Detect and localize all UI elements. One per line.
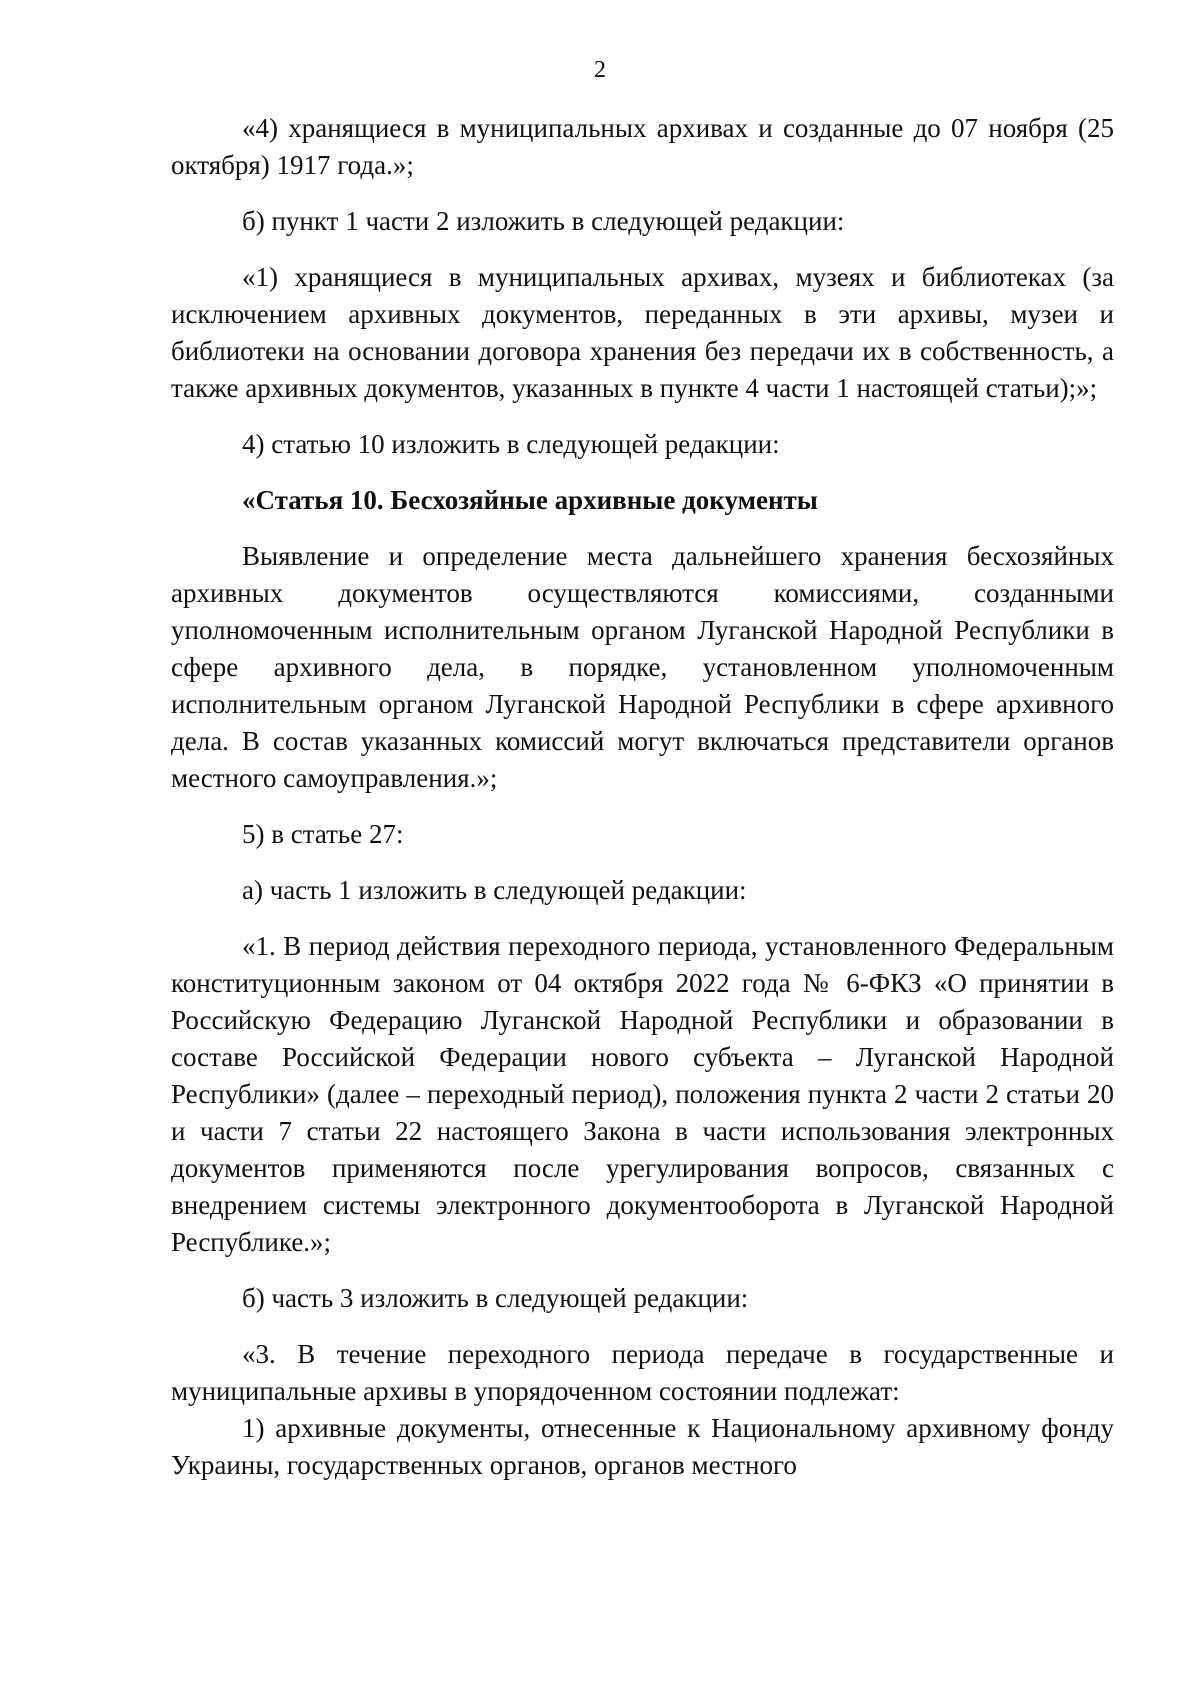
document-body bbox=[171, 110, 1114, 1503]
page-number: 2 bbox=[594, 57, 606, 83]
paragraph-subitem-1-archives: 1) архивные документы, отнесенные к Национальному архивному фонду Украины, государственных органов, органов местного bbox=[171, 1413, 1114, 1480]
paragraph-amend-article-10: 4) статью 10 изложить в следующей редакции: bbox=[242, 429, 780, 459]
paragraph-subitem-a-part-1: а) часть 1 изложить в следующей редакции: bbox=[242, 875, 747, 905]
article-10-body: Выявление и определение места дальнейшего хранения бесхозяйных архивных документов осуществляются комиссиями, созданными уполномоченным исполнительным органом Луганской Народной Республики в сфере архивного дела, в порядке, установленном уполномоченным исполнительным органом Луганской Народной Республики в сфере архивного дела. В состав указанных комиссий могут включаться представители органов местного самоуправления.»; bbox=[171, 541, 1114, 793]
paragraph-article-27: 5) в статье 27: bbox=[242, 819, 404, 849]
paragraph-item-1: «1) хранящиеся в муниципальных архивах, музеях и библиотеках (за исключением архивных документов, переданных в эти архивы, музеи и библиотеки на основании договора хранения без передачи их в собственность, а также архивных документов, указанных в пункте 4 части 1 настоящей статьи);»; bbox=[171, 262, 1114, 403]
article-10-heading: «Статья 10. Бесхозяйные архивные документы bbox=[242, 485, 818, 515]
paragraph-subitem-b-part-2: б) пункт 1 части 2 изложить в следующей редакции: bbox=[242, 206, 845, 236]
paragraph-item-4: «4) хранящиеся в муниципальных архивах и созданные до 07 ноября (25 октября) 1917 года.»; bbox=[171, 113, 1114, 180]
paragraph-transitional-period: «1. В период действия переходного периода, установленного Федеральным конституционным законом от 04 октября 2022 года № 6-ФКЗ «О принятии в Российскую Федерацию Луганской Народной Республики и образовании в составе Российской Федерации нового субъекта – Луганской Народной Республики» (далее – переходный период), положения пункта 2 части 2 статьи 20 и части 7 статьи 22 настоящего Закона в части использования электронных документов применяются после урегулирования вопросов, связанных с внедрением системы электронного документооборота в Луганской Народной Республике.»; bbox=[171, 931, 1114, 1257]
paragraph-item-3: «3. В течение переходного периода передаче в государственные и муниципальные архивы в упорядоченном состоянии подлежат: bbox=[171, 1339, 1114, 1406]
paragraph-subitem-b-part-3: б) часть 3 изложить в следующей редакции: bbox=[242, 1283, 749, 1313]
